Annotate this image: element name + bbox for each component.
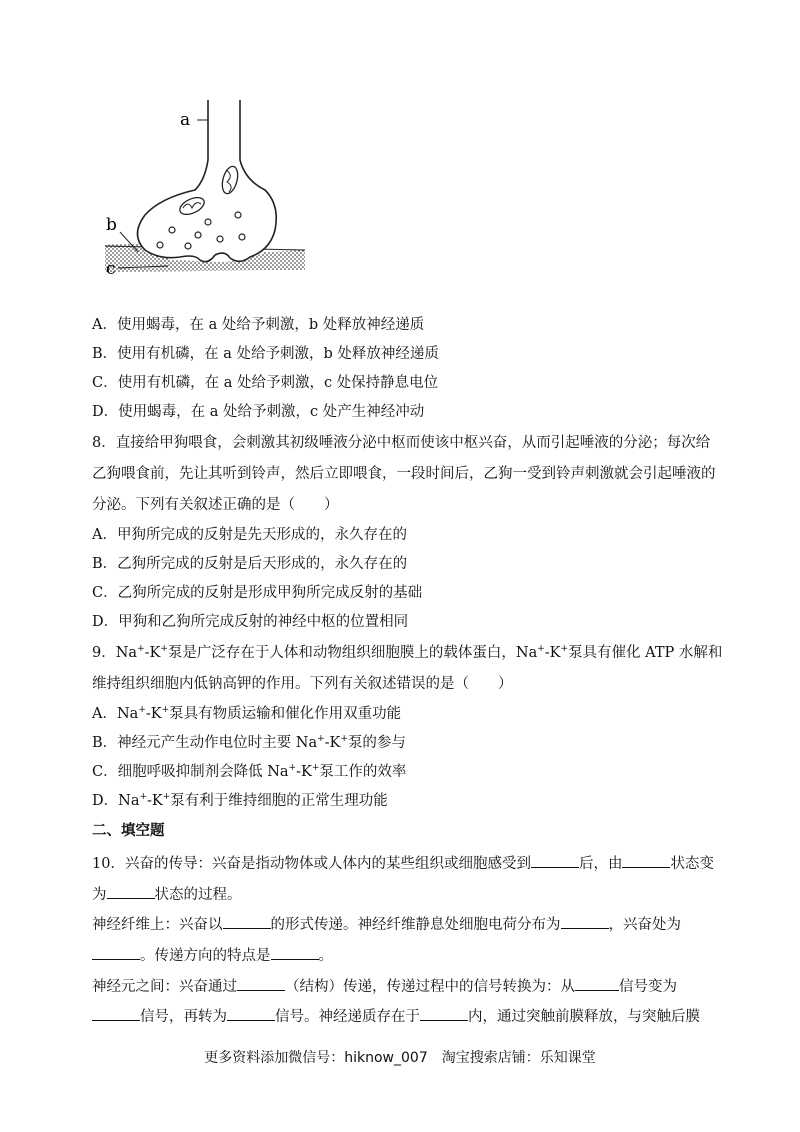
q7-option-a: A．使用蝎毒，在 a 处给予刺激，b 处释放神经递质 bbox=[92, 317, 425, 333]
q10-line4 bbox=[92, 944, 333, 966]
text: 的形式传递。神经纤维静息处细胞电荷分布为 bbox=[270, 917, 561, 933]
text: C．细胞呼吸抑制剂会降低 Na bbox=[92, 764, 289, 780]
text: -K bbox=[544, 645, 561, 661]
superscript: + bbox=[317, 734, 325, 744]
superscript: + bbox=[288, 763, 297, 773]
text: （结构）传递，传递过程中的信号转换为：从 bbox=[285, 979, 575, 995]
answer-blank[interactable] bbox=[622, 852, 670, 868]
q8-stem-line2: 乙狗喂食前，先让其听到铃声，然后立即喂食，一段时间后，乙狗一受到铃声刺激就会引起唾液的 bbox=[92, 466, 716, 482]
label-b: b bbox=[106, 215, 117, 235]
q9-option-a bbox=[92, 704, 401, 724]
label-c: c bbox=[106, 259, 116, 279]
text: -K bbox=[147, 793, 163, 809]
q8-stem-line3: 分泌。下列有关叙述正确的是（ ） bbox=[92, 497, 339, 513]
text: 神经纤维上：兴奋以 bbox=[92, 917, 223, 933]
superscript: + bbox=[161, 705, 170, 715]
text: 10．兴奋的传导：兴奋是指动物体或人体内的某些组织或细胞感受到 bbox=[92, 856, 531, 872]
answer-blank[interactable] bbox=[227, 1005, 275, 1021]
text: 泵具有物质运输和催化作用双重功能 bbox=[169, 706, 402, 722]
q9-option-b bbox=[92, 733, 406, 753]
q9-stem-line1 bbox=[92, 643, 722, 663]
page-footer: 更多资料添加微信号：hiknow_007 淘宝搜索店铺：乐知课堂 bbox=[204, 1050, 596, 1066]
superscript: + bbox=[138, 705, 146, 715]
superscript: + bbox=[311, 763, 320, 773]
text: 状态的过程。 bbox=[154, 887, 242, 903]
superscript: + bbox=[160, 644, 168, 654]
text: -K bbox=[145, 706, 162, 722]
q10-line2 bbox=[92, 883, 242, 905]
section-heading: 二、填空题 bbox=[92, 823, 165, 839]
synapse-drawing bbox=[100, 100, 320, 285]
answer-blank[interactable] bbox=[107, 883, 155, 899]
text: 泵有利于维持细胞的正常生理功能 bbox=[170, 793, 388, 809]
q9-stem-line2: 维持组织细胞内低钠高钾的作用。下列有关叙述错误的是（ ） bbox=[92, 676, 513, 692]
q9-option-c bbox=[92, 762, 406, 782]
text: -K bbox=[144, 645, 161, 661]
text: 9．Na bbox=[92, 645, 138, 661]
text: 为 bbox=[92, 887, 107, 903]
text: 泵是广泛存在于人体和动物组织细胞膜上的载体蛋白，Na bbox=[167, 645, 538, 661]
text: 信号，再转为 bbox=[140, 1009, 227, 1025]
q7-option-c: C．使用有机磷，在 a 处给予刺激，c 处保持静息电位 bbox=[92, 375, 439, 391]
text: A．Na bbox=[92, 706, 139, 722]
answer-blank[interactable] bbox=[561, 913, 609, 929]
q10-line6 bbox=[92, 1005, 700, 1027]
axon-terminal bbox=[138, 100, 277, 262]
text: B．神经元产生动作电位时主要 Na bbox=[92, 735, 318, 751]
q9-option-d bbox=[92, 791, 388, 811]
text: 神经元之间：兴奋通过 bbox=[92, 979, 237, 995]
superscript: + bbox=[340, 734, 348, 744]
q7-option-d: D．使用蝎毒，在 a 处给予刺激，c 处产生神经冲动 bbox=[92, 404, 425, 420]
answer-blank[interactable] bbox=[92, 944, 140, 960]
text: 状态变 bbox=[670, 856, 714, 872]
text: D．Na bbox=[92, 793, 140, 809]
text: -K bbox=[324, 735, 341, 751]
answer-blank[interactable] bbox=[420, 1005, 468, 1021]
answer-blank[interactable] bbox=[575, 975, 619, 991]
synapse-diagram bbox=[100, 100, 320, 285]
superscript: + bbox=[537, 644, 545, 654]
q8-stem-line1: 8．直接给甲狗喂食，会刺激其初级唾液分泌中枢而使该中枢兴奋，从而引起唾液的分泌；每次给 bbox=[92, 435, 711, 451]
q8-option-d: D．甲狗和乙狗所完成反射的神经中枢的位置相同 bbox=[92, 614, 409, 630]
superscript: + bbox=[139, 792, 148, 802]
superscript: + bbox=[560, 644, 569, 654]
q8-option-b: B．乙狗所完成的反射是后天形成的，永久存在的 bbox=[92, 556, 408, 572]
text: -K bbox=[296, 764, 312, 780]
text: 后，由 bbox=[578, 856, 623, 872]
text: 内，通过突触前膜释放，与突触后膜 bbox=[468, 1009, 700, 1025]
text: 泵工作的效率 bbox=[319, 764, 407, 780]
text: 信号。神经递质存在于 bbox=[275, 1009, 420, 1025]
q8-option-c: C．乙狗所完成的反射是形成甲狗所完成反射的基础 bbox=[92, 585, 423, 601]
text: 泵具有催化 ATP 水解和 bbox=[568, 645, 723, 661]
text: 。传递方向的特点是 bbox=[140, 948, 271, 964]
text: ，兴奋处为 bbox=[608, 917, 681, 933]
label-a: a bbox=[180, 110, 191, 130]
answer-blank[interactable] bbox=[271, 944, 319, 960]
text: 泵的参与 bbox=[347, 735, 406, 751]
answer-blank[interactable] bbox=[92, 1005, 140, 1021]
q8-option-a: A．甲狗所完成的反射是先天形成的，永久存在的 bbox=[92, 527, 407, 543]
q10-line3 bbox=[92, 913, 681, 935]
text: 信号变为 bbox=[619, 979, 677, 995]
q10-line1 bbox=[92, 852, 714, 874]
answer-blank[interactable] bbox=[531, 852, 579, 868]
text: 。 bbox=[318, 948, 333, 964]
answer-blank[interactable] bbox=[223, 913, 271, 929]
answer-blank[interactable] bbox=[237, 975, 285, 991]
superscript: + bbox=[137, 644, 145, 654]
superscript: + bbox=[162, 792, 171, 802]
q10-line5 bbox=[92, 975, 677, 997]
q7-option-b: B．使用有机磷，在 a 处给予刺激，b 处释放神经递质 bbox=[92, 346, 439, 362]
